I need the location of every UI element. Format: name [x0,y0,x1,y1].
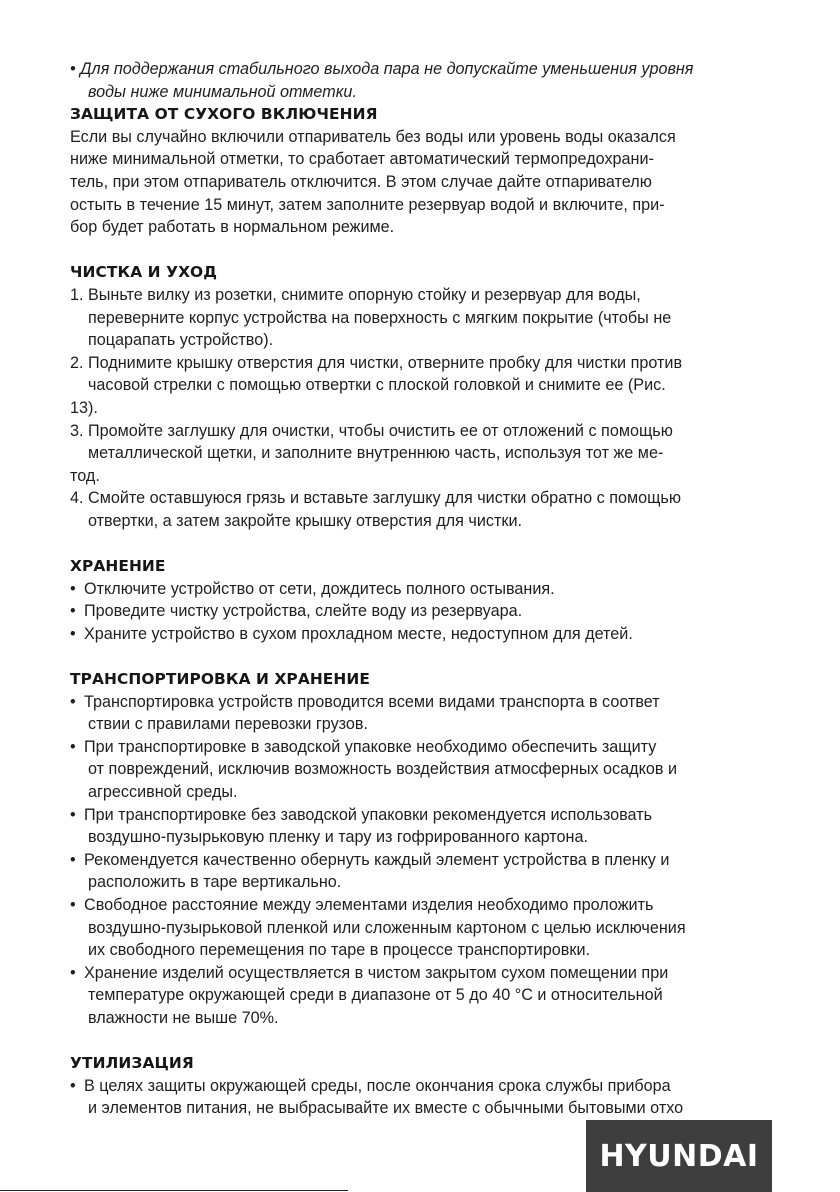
intro-line-2: воды ниже минимальной отметки. [88,82,357,101]
transport-line: • Транспортировка устройств проводится всеми видами транспорта в соответ [70,691,770,714]
cleaning-line: 2. Поднимите крышку отверстия для чистки, отверните пробку для чистки против [70,353,683,372]
cleaning-line: 13). [70,398,98,417]
transport-line: агрессивной среды. [88,783,238,801]
disposal-line: • В целях защиты окружающей среды, после окончания срока службы прибора [70,1075,770,1098]
storage-item: • Храните устройство в сухом прохладном месте, недоступном для детей. [70,623,770,646]
dry-line: Если вы случайно включили отпариватель без воды или уровень воды оказался [70,127,676,146]
cleaning-line: тод. [70,466,100,485]
storage-item: • Отключите устройство от сети, дождитесь полного остывания. [70,578,770,601]
storage-item: • Проведите чистку устройства, слейте воду из резервуара. [70,600,770,623]
transport-line: воздушно-пузырьковую пленку и тару из гофрированного картона. [88,828,588,847]
cleaning-line: отвертки, а затем закройте крышку отверстия для чистки. [88,511,522,530]
cleaning-line: часовой стрелки с помощью отвертки с плоской головкой и снимите ее (Рис. [88,376,666,395]
heading-dry-protection: ЗАЩИТА ОТ СУХОГО ВКЛЮЧЕНИЯ [70,105,378,124]
dry-line: тель, при этом отпариватель отключится. В этом случае дайте отпаривателю [70,172,652,191]
heading-transport: ТРАНСПОРТИРОВКА И ХРАНЕНИЕ [70,670,370,689]
transport-line: их свободного перемещения по таре в процессе транспортировки. [88,941,590,960]
cleaning-line: переверните корпус устройства на поверхность с мягким покрытие (чтобы не [88,308,672,327]
transport-line: от повреждений, исключив возможность воздействия атмосферных осадков и [88,760,678,779]
transport-line: расположить в таре вертикально. [88,873,342,892]
heading-disposal: УТИЛИЗАЦИЯ [70,1054,194,1073]
transport-line: • При транспортировке в заводской упаковке необходимо обеспечить защиту [70,736,770,759]
cleaning-line: металлической щетки, и заполните внутреннюю часть, используя тот же ме- [88,444,664,463]
dry-line: бор будет работать в нормальном режиме. [70,218,395,237]
dry-line: ниже минимальной отметки, то сработает автоматический термопредохрани- [70,150,654,169]
intro-line-1: • Для поддержания стабильного выхода пара не допускайте уменьшения уровня [70,60,694,78]
cleaning-line: поцарапать устройство). [88,331,274,350]
transport-line: воздушно-пузырьковой пленкой или сложенным картоном с целью исключения [88,918,686,937]
heading-cleaning: ЧИСТКА И УХОД [70,263,218,282]
dry-line: остыть в течение 15 минут, затем заполните резервуар водой и включите, при- [70,195,665,214]
cleaning-line: 4. Смойте оставшуюся грязь и вставьте заглушку для чистки обратно с помощью [70,489,682,508]
cleaning-line: 1. Выньте вилку из розетки, снимите опорную стойку и резервуар для воды, [70,285,641,304]
transport-line: • Рекомендуется качественно обернуть каждый элемент устройства в пленку и [70,849,770,872]
transport-line: • Хранение изделий осуществляется в чистом закрытом сухом помещении при [70,962,770,985]
cleaning-line: 3. Промойте заглушку для очистки, чтобы очистить ее от отложений с помощью [70,421,673,440]
transport-line: • При транспортировке без заводской упаковки рекомендуется использовать [70,804,770,827]
heading-storage: ХРАНЕНИЕ [70,557,166,576]
transport-line: температуре окружающей среди в диапазоне от 5 до 40 °C и относительной [88,986,663,1005]
transport-line: • Свободное расстояние между элементами изделия необходимо проложить [70,894,770,917]
hyundai-logo: HYUNDAI [586,1120,772,1192]
disposal-line: и элементов питания, не выбрасывайте их вместе с обычными бытовыми отхо [88,1099,684,1118]
transport-line: влажности не выше 70%. [88,1008,279,1027]
page-content [70,58,770,1120]
transport-line: ствии с правилами перевозки грузов. [88,715,369,734]
footer-rule [0,1190,348,1191]
